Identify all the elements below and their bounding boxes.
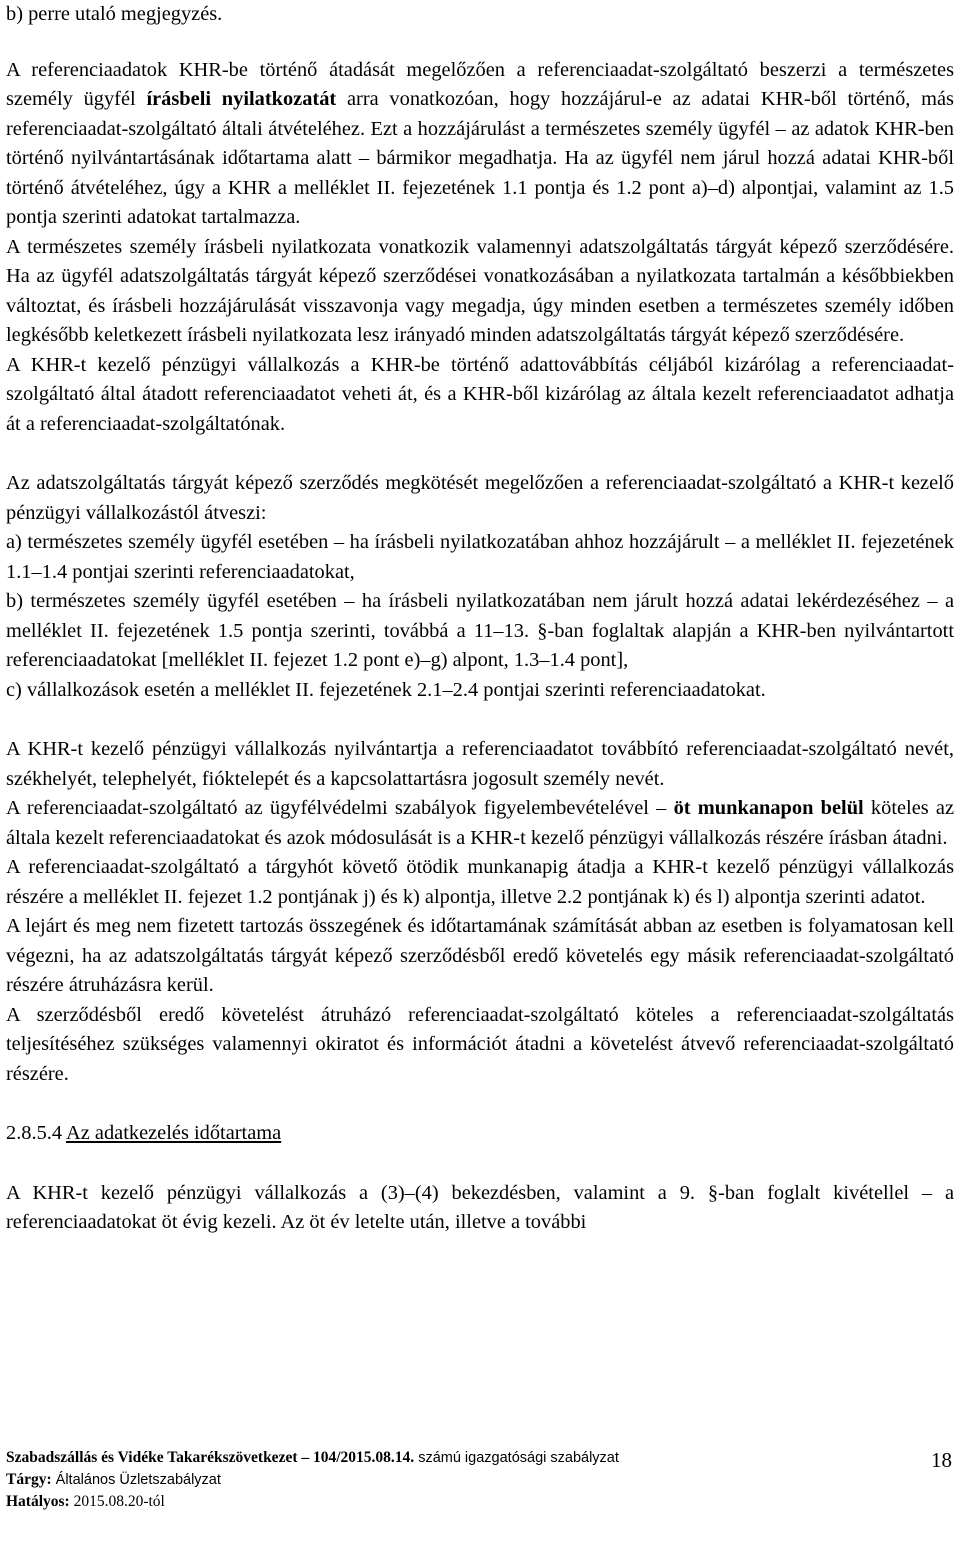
paragraph-consent: A referenciaadatok KHR-be történő átadását megelőzően a referenciaadat-szolgáltató beszerzi a természetes személy ügyfél írásbeli nyilatkozatát arra vonatkozóan, hogy hozzájárul-e az adatai KHR-ből történő, más referenciaadat-szolgáltató általi átvételéhez. Ezt a hozzájárulást a természetes személy ügyfél – az adatok KHR-ben történő nyilvántartásának időtartama alatt – bármikor megadhatja. Ha az ügyfél nem járul hozzá adatai KHR-ből történő átvételéhez, úgy a KHR a melléklet II. fejezetének 1.1 pontja és 1.2 pont a)–d) alpontjai, valamint az 1.5 pontja szerinti adatokat tartalmazza. [6, 58, 954, 228]
paragraph-contract-precondition: Az adatszolgáltatás tárgyát képező szerződés megkötését megelőzően a referenciaadat-szolgáltató a KHR-t kezelő pénzügyi vállalkozástól átveszi: [6, 472, 954, 524]
list-item-c: c) vállalkozások esetén a melléklet II. fejezetének 2.1–2.4 pontjai szerinti referenciaadatokat. [6, 678, 766, 701]
list-item-b: b) természetes személy ügyfél esetében – ha írásbeli nyilatkozatában nem járult hozzá adatai lekérdezéséhez – a melléklet II. fejezetének 1.5 pontja szerinti, továbbá a 11–13. §-ban foglaltak alapján a KHR-ben nyilvántartott referenciaadatokat [melléklet II. fejezet 1.2 pont e)–g) alpont, 1.3–1.4 pont], [6, 590, 954, 671]
paragraph-overdue-calc: A lejárt és meg nem fizetett tartozás összegének és időtartamának számítását abban az esetben is folyamatosan kell végezni, ha az adatszolgáltatás tárgyát képező szerződésből eredő követelés egy másik referenciaadat-szolgáltató részére átruházásra kerül. [6, 915, 954, 996]
paragraph-retention: A KHR-t kezelő pénzügyi vállalkozás a (3)–(4) bekezdésben, valamint a 9. §-ban foglalt kivétellel – a referenciaadatokat öt évig kezeli. Az öt év letelte után, illetve a további [6, 1181, 954, 1233]
page-footer [6, 1447, 954, 1513]
section-heading: 2.8.5.4 Az adatkezelés időtartama [6, 1122, 282, 1144]
paragraph-five-days: A referenciaadat-szolgáltató az ügyfélvédelmi szabályok figyelembevételével – öt munkanapon belül köteles az általa kezelt referenciaadatokat és azok módosulását is a KHR-t kezelő pénzügyi vállalkozás részére írásban átadni. [6, 797, 955, 849]
bold-written-statement: írásbeli nyilatkozatát [146, 88, 337, 110]
document-page [6, 0, 954, 1238]
footer-line-effective: Hatályos: 2015.08.20-tól [6, 1493, 165, 1510]
paragraph-monthly-report: A referenciaadat-szolgáltató a tárgyhót követő ötödik munkanapig átadja a KHR-t kezelő pénzügyi vállalkozás részére a melléklet II. fejezet 1.2 pontjának j) és k) alpontja, illetve 2.2 pontjának k) és l) alpontja szerinti adatot. [6, 856, 954, 908]
footer-line-regulation: Szabadszállás és Vidéke Takarékszövetkezet – 104/2015.08.14. számú igazgatósági szabályzat [6, 1449, 619, 1466]
paragraph-registry: A KHR-t kezelő pénzügyi vállalkozás nyilvántartja a referenciaadatot továbbító referenciaadat-szolgáltató nevét, székhelyét, telephelyét, fióktelepét és a kapcsolattartásra jogosult személy nevét. [6, 738, 954, 790]
bold-five-workdays: öt munkanapon belül [673, 797, 864, 819]
section-heading-title: Az adatkezelés időtartama [66, 1122, 282, 1144]
page-number: 18 [931, 1448, 952, 1472]
paragraph-statement-scope: A természetes személy írásbeli nyilatkozata vonatkozik valamennyi adatszolgáltatás tárgyát képező szerződésére. Ha az ügyfél adatszolgáltatás tárgyát képező szerződései vonatkozásában a nyilatkozata tartalmán a későbbiekben változtat, és írásbeli hozzájárulását visszavonja vagy megadja, úgy minden esetben a természetes személy időben legkésőbb keletkezett írásbeli nyilatkozata lesz irányadó minden adatszolgáltatás tárgyát képező szerződésére. [6, 235, 954, 346]
paragraph-intro: b) perre utaló megjegyzés. [6, 3, 223, 25]
list-item-a: a) természetes személy ügyfél esetében – ha írásbeli nyilatkozatában ahhoz hozzájárult – a melléklet II. fejezetének 1.1–1.4 pontjai szerinti referenciaadatokat, [6, 531, 954, 583]
paragraph-data-transfer: A KHR-t kezelő pénzügyi vállalkozás a KHR-be történő adattovábbítás céljából kizárólag a referenciaadat-szolgáltató által átadott referenciaadatot veheti át, és a KHR-ből kizárólag az általa kezelt referenciaadatot adhatja át a referenciaadat-szolgáltatónak. [6, 353, 954, 435]
footer-line-subject: Tárgy: Általános Üzletszabályzat [6, 1471, 221, 1488]
paragraph-assignment: A szerződésből eredő követelést átruházó referenciaadat-szolgáltató köteles a referenciaadat-szolgáltatás teljesítéséhez szükséges valamennyi okiratot és információt átadni a követelést átvevő referenciaadat-szolgáltató részére. [6, 1003, 954, 1085]
